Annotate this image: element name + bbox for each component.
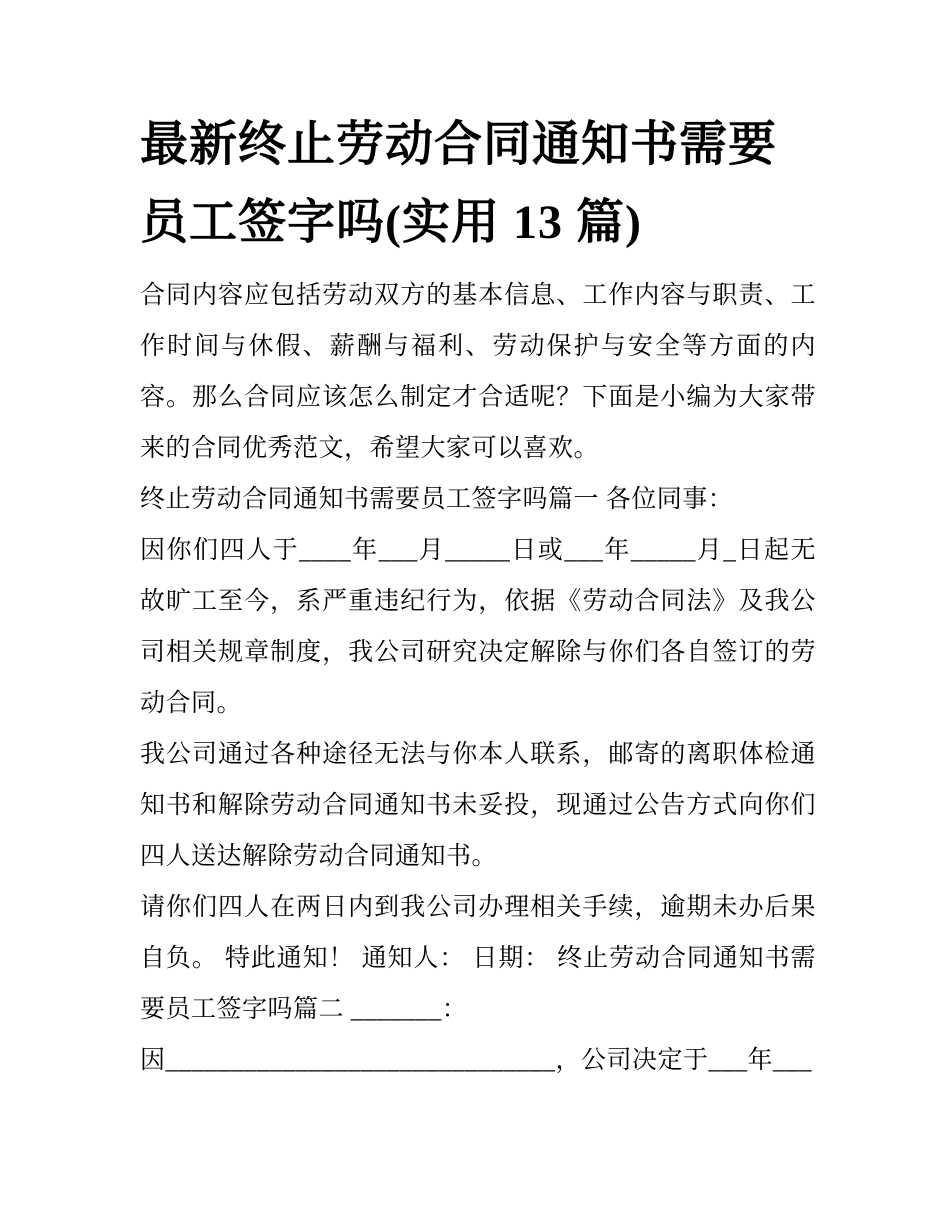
page-title (140, 106, 816, 262)
page-title-line-1: 最新终止劳动合同通知书需要 (140, 118, 778, 171)
document-body (140, 270, 816, 1086)
body-paragraph-section1-heading: 终止劳动合同通知书需要员工签字吗篇一 各位同事： (140, 486, 734, 513)
body-paragraph-notice-reason: 因你们四人于____年___月_____日或___年_____月_日起无故旷工至今，系严重违纪行为，依据《劳动合同法》及我公司相关规章制度，我公司研究决定解除与你们各自签订的劳动合同。 (140, 537, 816, 717)
body-paragraph-deadline-and-section2: 请你们四人在两日内到我公司办理相关手续，逾期未办后果自负。 特此通知！ 通知人： 日期： 终止劳动合同通知书需要员工签字吗篇二 _______： (140, 894, 816, 1023)
body-paragraph-intro: 合同内容应包括劳动双方的基本信息、工作内容与职责、工作时间与休假、薪酬与福利、劳动保护与安全等方面的内容。那么合同应该怎么制定才合适呢？下面是小编为大家带来的合同优秀范文，希望大家可以喜欢。 (140, 282, 816, 462)
body-paragraph-delivery-notice: 我公司通过各种途径无法与你本人联系，邮寄的离职体检通知书和解除劳动合同通知书未妥投，现通过公告方式向你们四人送达解除劳动合同通知书。 (140, 741, 816, 870)
body-paragraph-section2-start: 因______________________________，公司决定于___年___ (140, 1047, 813, 1074)
page-title-line-2: 员工签字吗(实用 13 篇) (140, 196, 642, 249)
